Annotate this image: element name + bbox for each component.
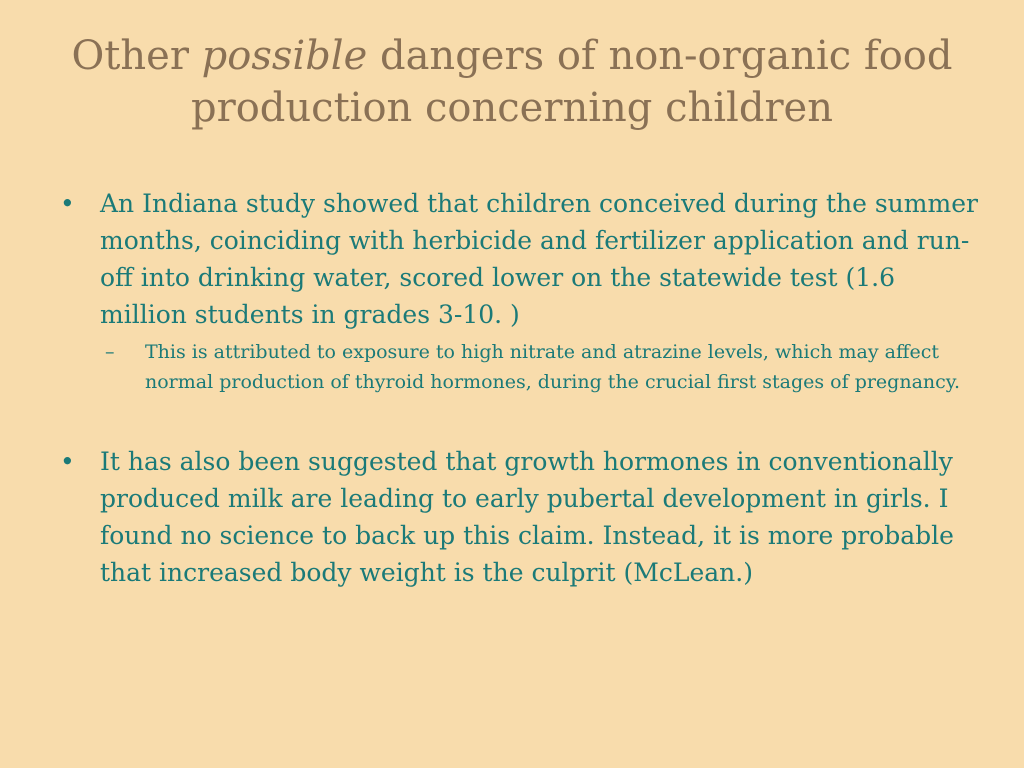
slide-content (60, 185, 980, 591)
slide-title (40, 30, 984, 134)
bullet-spacer (60, 397, 980, 443)
bullet-dot-icon: • (60, 189, 75, 218)
title-part-1: Other (71, 33, 202, 79)
dash-icon: – (105, 341, 115, 363)
title-part-2: dangers of non-organic food production concerning children (191, 33, 953, 131)
sub-bullet-item-1 (105, 337, 980, 397)
bullet-dot-icon: • (60, 447, 75, 476)
bullet-text-1: An Indiana study showed that children conceived during the summer months, coinciding with herbicide and fertilizer application and run-off into drinking water, scored lower on the statewide test (1.6 million students in grades 3-10. ) (100, 189, 978, 329)
bullet-item-2 (60, 443, 980, 591)
bullet-item-1 (60, 185, 980, 333)
sub-bullet-text-1: This is attributed to exposure to high nitrate and atrazine levels, which may affect normal production of thyroid hormones, during the crucial first stages of pregnancy. (145, 341, 961, 393)
bullet-text-2: It has also been suggested that growth hormones in conventionally produced milk are leading to early pubertal development in girls. I found no science to back up this claim. Instead, it is more probable that increased body weight is the culprit (McLean.) (100, 447, 954, 587)
title-emphasis: possible (201, 33, 368, 79)
